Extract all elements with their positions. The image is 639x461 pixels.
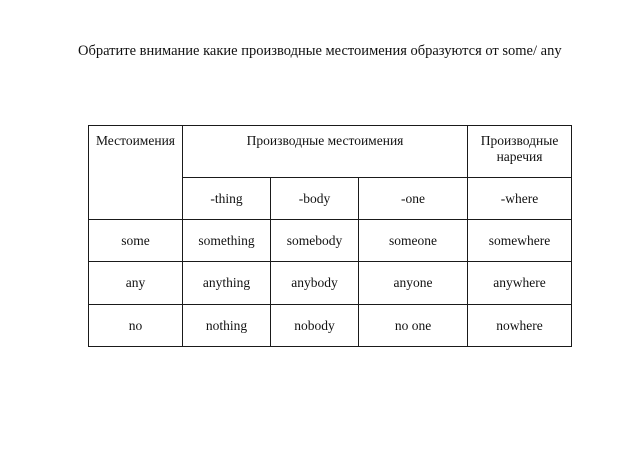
table-cell: someone xyxy=(359,220,468,262)
header-pronouns: Местоимения xyxy=(89,126,183,220)
table-cell: no one xyxy=(359,305,468,347)
row-pronoun: no xyxy=(89,305,183,347)
intro-paragraph: Обратите внимание какие производные местоимения образуются от some/ any xyxy=(78,43,562,59)
suffix-where: -where xyxy=(468,178,572,220)
header-derived-pronouns: Производные местоимения xyxy=(183,126,468,178)
table-row xyxy=(89,220,572,262)
suffix-body: -body xyxy=(271,178,359,220)
row-pronoun: any xyxy=(89,262,183,305)
table-row xyxy=(89,305,572,347)
table-cell: nowhere xyxy=(468,305,572,347)
table-cell: somebody xyxy=(271,220,359,262)
row-pronoun: some xyxy=(89,220,183,262)
table-cell: somewhere xyxy=(468,220,572,262)
table-header-row xyxy=(89,126,572,178)
table-cell: anybody xyxy=(271,262,359,305)
suffix-thing: -thing xyxy=(183,178,271,220)
table-cell: something xyxy=(183,220,271,262)
table-cell: nothing xyxy=(183,305,271,347)
suffix-one: -one xyxy=(359,178,468,220)
table-cell: anywhere xyxy=(468,262,572,305)
header-derived-adverbs: Производные наречия xyxy=(468,126,572,178)
pronouns-table xyxy=(88,125,572,347)
table-cell: nobody xyxy=(271,305,359,347)
table-cell: anything xyxy=(183,262,271,305)
table-row xyxy=(89,262,572,305)
table-cell: anyone xyxy=(359,262,468,305)
